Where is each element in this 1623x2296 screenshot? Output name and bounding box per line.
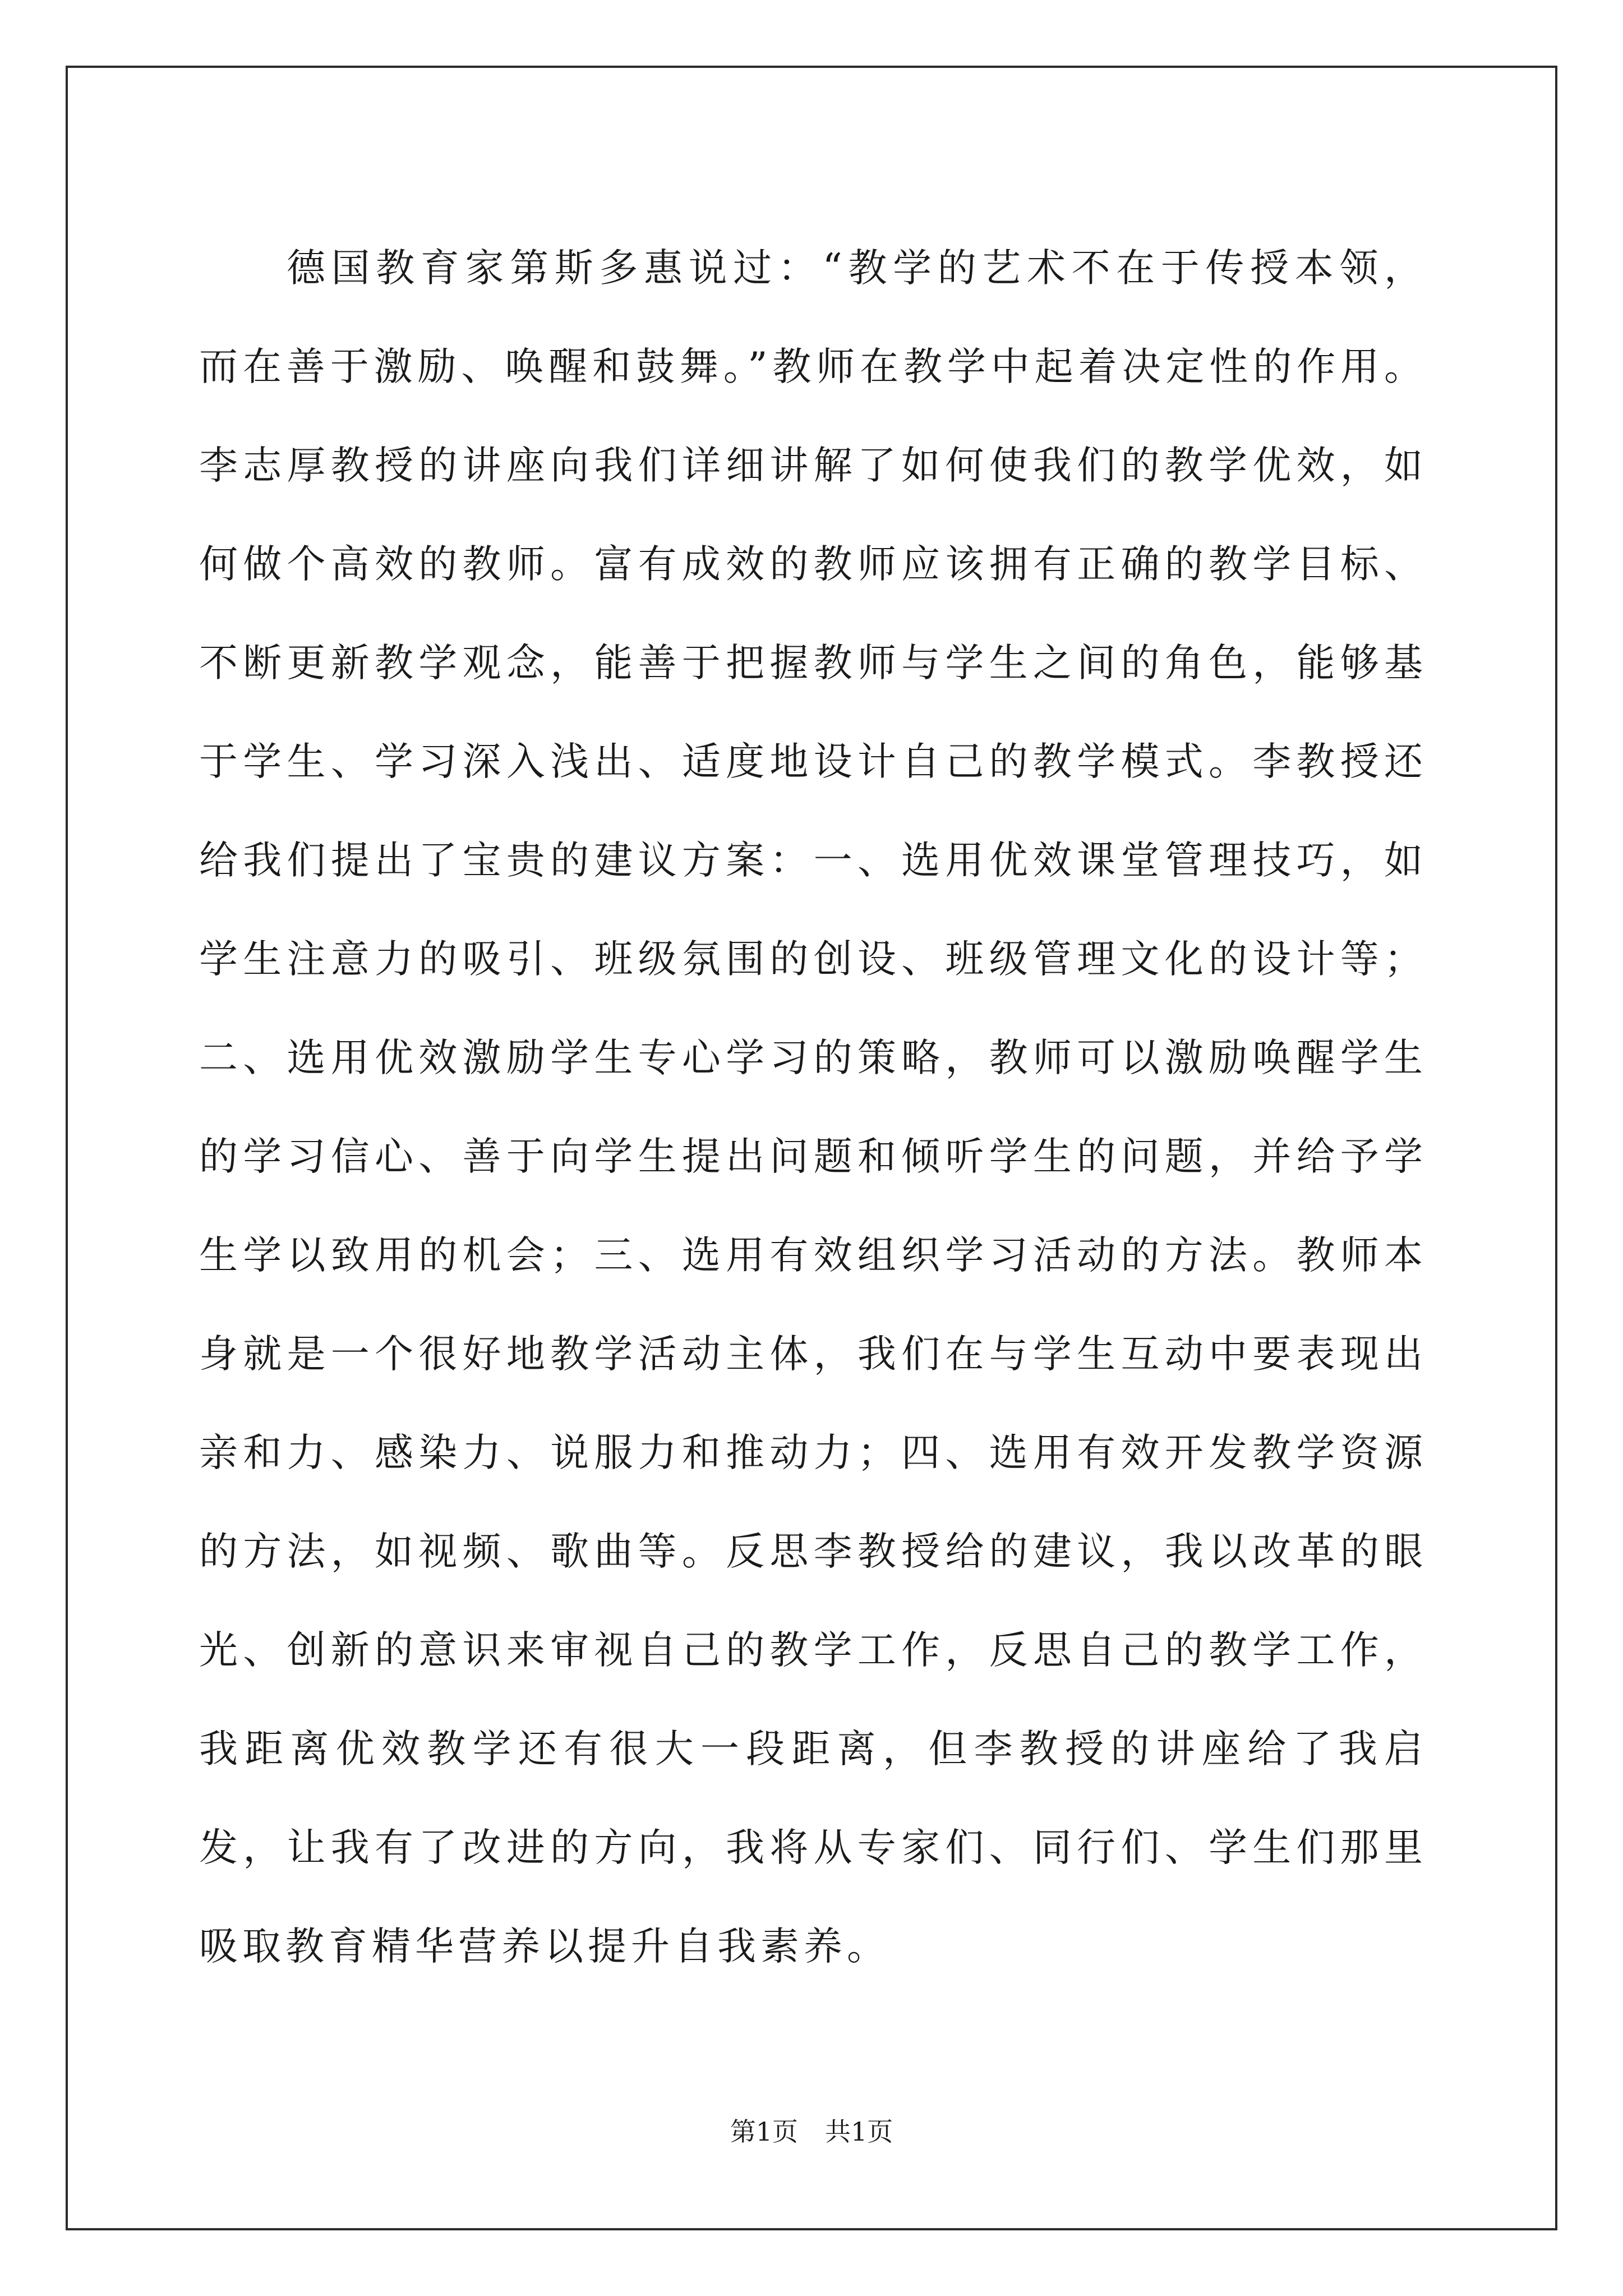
page-footer	[0, 2115, 1623, 2148]
page-number: 第1页	[730, 2116, 798, 2147]
page-total: 共1页	[825, 2116, 893, 2147]
body-paragraph: 德国教育家第斯多惠说过：“教学的艺术不在于传授本领，而在善于激励、唤醒和鼓舞。”教师在教学中起着决定性的作用。李志厚教授的讲座向我们详细讲解了如何使我们的教学优效，如何做个高效的教师。富有成效的教师应该拥有正确的教学目标、不断更新教学观念，能善于把握教师与学生之间的角色，能够基于学生、学习深入浅出、适度地设计自己的教学模式。李教授还给我们提出了宝贵的建议方案：一、选用优效课堂管理技巧，如学生注意力的吸引、班级氛围的创设、班级管理文化的设计等；二、选用优效激励学生专心学习的策略，教师可以激励唤醒学生的学习信心、善于向学生提出问题和倾听学生的问题，并给予学生学以致用的机会；三、选用有效组织学习活动的方法。教师本身就是一个很好地教学活动主体，我们在与学生互动中要表现出亲和力、感染力、说服力和推动力；四、选用有效开发教学资源的方法，如视频、歌曲等。反思李教授给的建议，我以改革的眼光、创新的意识来审视自己的教学工作，反思自己的教学工作，我距离优效教学还有很大一段距离，但李教授的讲座给了我启发，让我有了改进的方向，我将从专家们、同行们、学生们那里吸取教育精华营养以提升自我素养。	[199, 246, 1427, 1969]
